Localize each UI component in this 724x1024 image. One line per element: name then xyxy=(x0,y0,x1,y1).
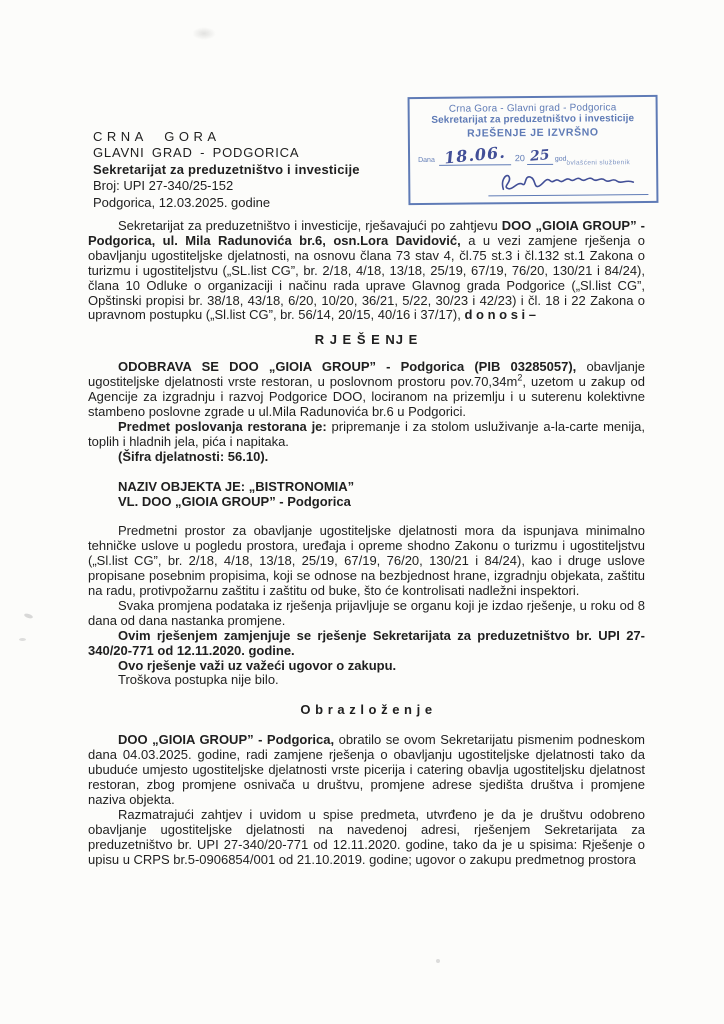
approval-paragraph: ODOBRAVA SE DOO „GIOIA GROUP” - Podgorica (PIB 03285057), obavljanje ugostiteljske djelatnosti vrste restoran, u poslovnom prostoru $pov.70,34m^2$, uzetom u zakup od Agencije za izgradnju i razvoj Podgorice DOO, lociranom na prizemlju i u suterenu kolektivne stambeno poslovne zgrade u ul.Mila Radunovića br.6 u Podgorici. xyxy=(88,359,645,419)
explanation-heading: O b r a z l o ž e n j e xyxy=(300,702,433,718)
stamp-department-line: Sekretarijat za preduzetništvo i investicije xyxy=(431,113,635,126)
scan-artifact xyxy=(192,27,216,40)
owner-line: VL. DOO „GIOIA GROUP” - Podgorica xyxy=(118,493,351,509)
review-paragraph: Razmatrajući zahtjev i uvidom u spise predmeta, utvrđeno je da je društvu odobreno obavljanje ugostiteljske djelatnosti na navedenoj adresi, rješenjem Sekretarijata za preduzetništvo br. UPI 27-340/20-771 od 12.11.2020. godine, tako da je u spisima: Rješenje o upisu u CRPS br.5-0906854/001 od 21.10.2019. godine; ugovor o zakupu predmetnog prostora xyxy=(88,806,645,867)
handwritten-year: 25 xyxy=(529,147,551,165)
scan-artifact xyxy=(24,613,34,620)
lease-validity-line: Ovo rješenje važi uz važeći ugovor o zakupu. xyxy=(118,657,397,673)
stamp-year-prefix: 20 xyxy=(514,153,525,164)
technical-conditions-paragraph: Predmetni prostor za obavljanje ugostiteljske djelatnosti mora da ispunjava minimalno tehničke uslove u pogledu prostora, uređaja i opreme shodno Zakonu o turizmu i ugostiteljstvu („Sl.list CG”, br. 2/18, 4/18, 13/18, 25/19, 67/19, 76/20, 130/21 i 84/24), kao i druge uslove propisane posebnim propisima, koji se odnose na bezbjednost hrane, izgradnju objekata, zaštitu na radu, protivpožarnu zaštitu i zaštitu od buke, što će kontrolisati nadležni inspektori. xyxy=(88,523,645,599)
signature-scribble-icon xyxy=(497,166,639,195)
intro-paragraph: Sekretarijat za preduzetništvo i investicije, rješavajući po zahtjevu DOO „GIOIA GROUP” - Podgorica, ul. Mila Radunovića br.6, osn.Lora Davidović, a u vezi zamjene rješenja o obavljanju ugostiteljske djelatnosti, na osnovu člana 73 stav 4, čl.75 st.3 i čl.132 st.1 Zakona o turizmu i ugostiteljstvu („SL.list CG”, br. 2/18, 4/18, 13/18, 25/19, 67/19, 76/20, 130/21 i 84/24), člana 10 Odluke o organizaciji i načinu rada uprave Glavnog grada Podgorice („Sl.list CG”, Opštinski propisi br. 38/18, 43/18, 6/20, 10/20, 36/21, 5/22, 30/23 i 42/23) i čl. 18 i 22 Zakona o upravnom postupku („Sl.list CG”, br. 56/14, 20/15, 40/16 i 37/17), d o n o s i – xyxy=(88,218,645,323)
stamp-year-suffix: god. xyxy=(554,155,569,163)
scan-artifact xyxy=(436,959,440,963)
letterhead-country: CRNA GORA xyxy=(93,129,221,144)
handwritten-date: 18.06. xyxy=(443,142,507,168)
costs-line: Troškova postupka nije bilo. xyxy=(118,672,279,688)
stamp-authority-line: Crna Gora - Glavni grad - Podgorica xyxy=(448,102,617,115)
letterhead-place-date: Podgorica, 12.03.2025. godine xyxy=(93,194,271,210)
letterhead-city: GLAVNI GRAD - PODGORICA xyxy=(93,145,300,161)
letterhead xyxy=(93,129,360,211)
decision-title: R J E Š E NJ E xyxy=(314,332,419,348)
letterhead-department: Sekretarijat za preduzetništvo i investicije xyxy=(93,161,360,177)
business-subject-paragraph: Predmet poslovanja restorana je: pripremanje i za stolom usluživanje a-la-carte menija, toplih i hladnih jela, pića i napitaka. xyxy=(88,418,646,449)
replacement-paragraph: Ovim rješenjem zamjenjuje se rješenje Sekretarijata za preduzetništvo br. UPI 27-340/20-771 od 12.11.2020. godine. xyxy=(88,627,645,658)
activity-code-line: (Šifra djelatnosti: 56.10). xyxy=(118,448,269,464)
execution-stamp xyxy=(408,95,659,205)
object-name-line: NAZIV OBJEKTA JE: „BISTRONOMIA” xyxy=(118,478,355,494)
stamp-officer-label: ovlašćeni službenik xyxy=(566,159,631,167)
scan-artifact xyxy=(19,638,26,641)
change-notice-paragraph: Svaka promjena podataka iz rješenja prijavljuje se organu koji je izdao rješenje, u roku od 8 dana od dana nastanka promjene. xyxy=(88,597,645,628)
stamp-signature-block xyxy=(488,159,648,196)
signature-line xyxy=(488,166,648,196)
stamp-date-label: Dana xyxy=(418,156,435,165)
letterhead-case-number: Broj: UPI 27-340/25-152 xyxy=(93,178,234,194)
document-body xyxy=(88,219,645,867)
request-paragraph: DOO „GIOIA GROUP” - Podgorica, obratilo se ovom Sekretarijatu pismenim podneskom dana 04.03.2025. godine, radi zamjene rješenja o obavljanju ugostiteljske djelatnosti tako da ubuduće umjesto ugostiteljske djelatnosti vrste picerija i catering obavlja ugostiteljsku djelatnost restoran, zbog promjene osnivača u društvu, promjene adrese sjedišta društva i promjene naziva objekta. xyxy=(88,732,646,807)
stamp-status-line: RJEŠENJE JE IZVRŠNO xyxy=(466,126,599,140)
